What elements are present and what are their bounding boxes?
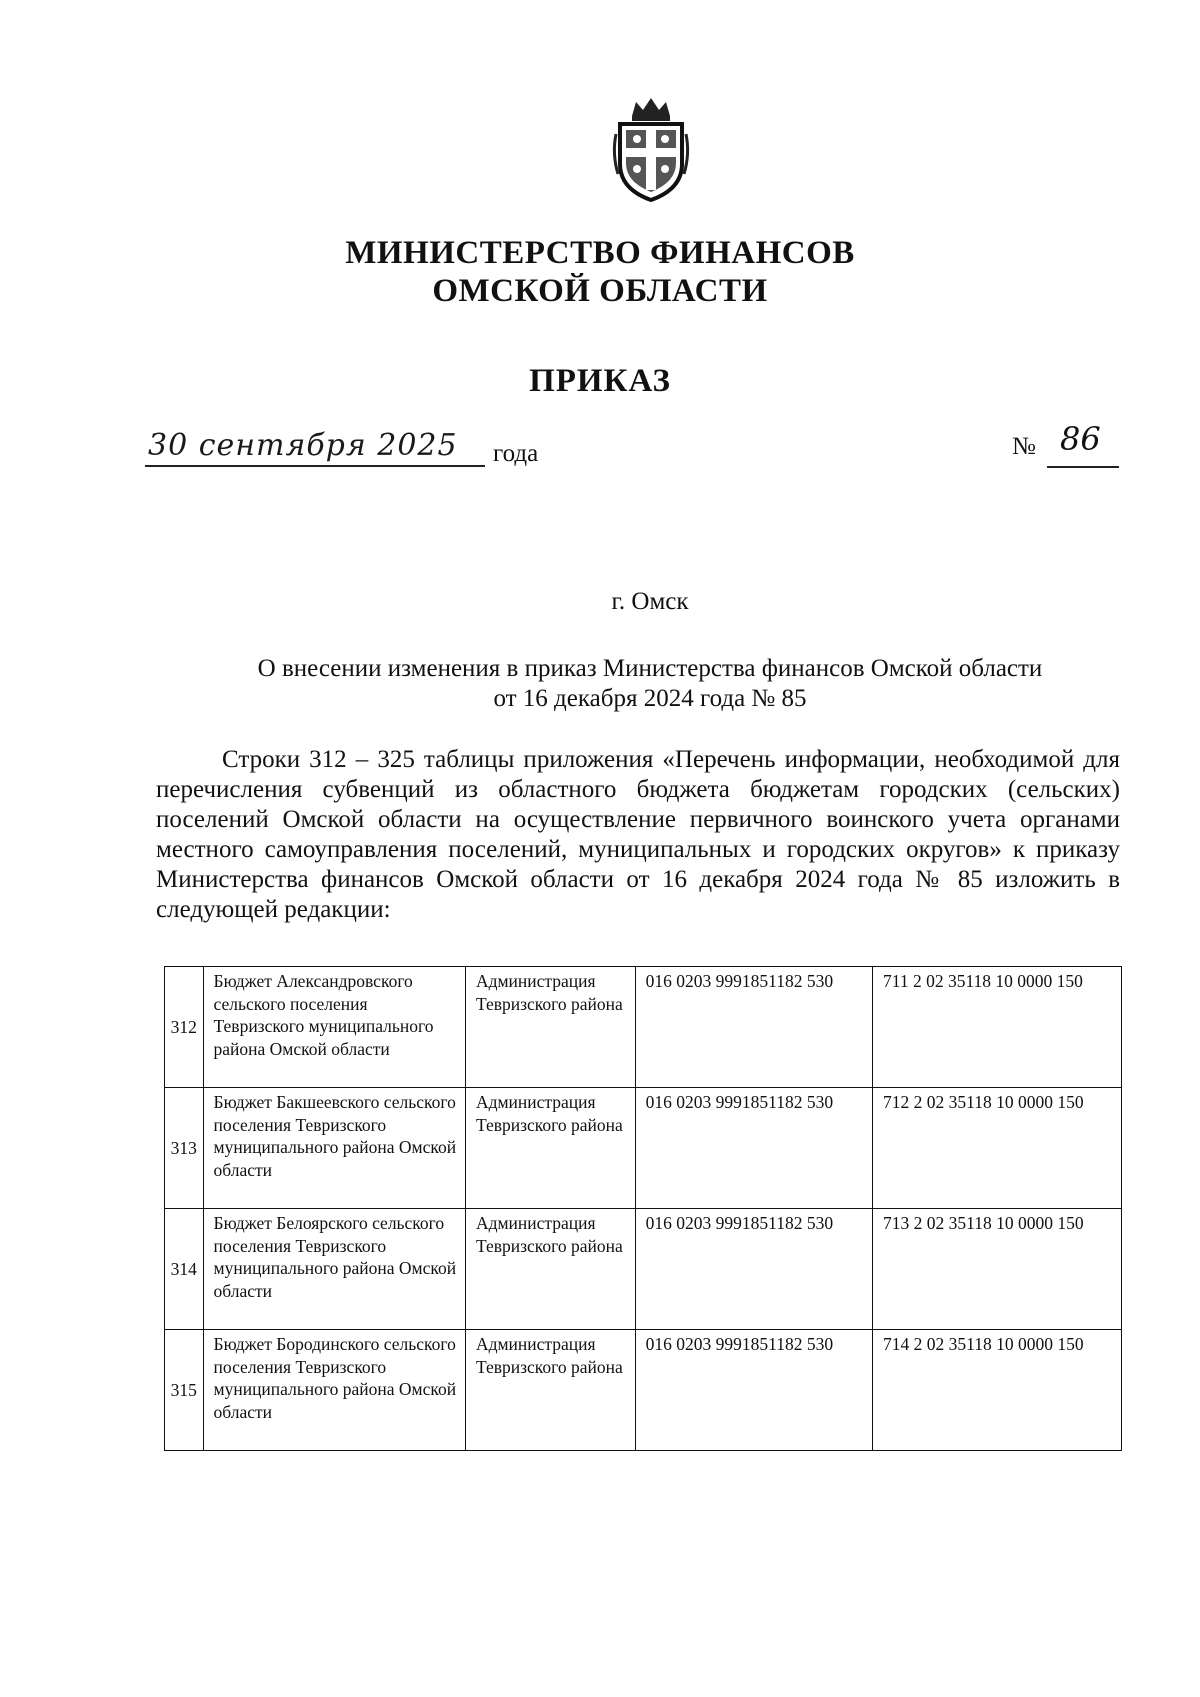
row-number: 313 xyxy=(165,1088,204,1209)
administrator: Администрация Тевризского района xyxy=(465,1209,635,1330)
number-sign: № xyxy=(1012,433,1036,460)
city-name: г. Омск xyxy=(611,588,689,615)
date-suffix: года xyxy=(493,440,539,467)
table-row xyxy=(165,1330,1122,1451)
handwritten-date: 30 сентября 2025 xyxy=(148,428,458,463)
budget-name: Бюджет Белоярского сельского поселения Тевризского муниципального района Омской области xyxy=(203,1209,465,1330)
subject-line2: от 16 декабря 2024 года № 85 xyxy=(493,685,807,712)
date-underline xyxy=(145,465,485,467)
subventions-table xyxy=(164,966,1122,1451)
expense-code: 016 0203 9991851182 530 xyxy=(635,1330,872,1451)
order-subject xyxy=(150,654,1150,714)
ministry-name-line2: ОМСКОЙ ОБЛАСТИ xyxy=(432,273,768,309)
expense-code: 016 0203 9991851182 530 xyxy=(635,967,872,1088)
row-number: 314 xyxy=(165,1209,204,1330)
revenue-code: 711 2 02 35118 10 0000 150 xyxy=(872,967,1121,1088)
subject-line1: О внесении изменения в приказ Министерства финансов Омской области xyxy=(257,655,1043,682)
budget-name: Бюджет Бородинского сельского поселения Тевризского муниципального района Омской области xyxy=(203,1330,465,1451)
row-number: 312 xyxy=(165,967,204,1088)
ministry-name-line1: МИНИСТЕРСТВО ФИНАНСОВ xyxy=(345,235,855,271)
handwritten-number: 86 xyxy=(1060,420,1101,458)
document-type-title: ПРИКАЗ xyxy=(529,363,671,399)
revenue-code: 713 2 02 35118 10 0000 150 xyxy=(872,1209,1121,1330)
expense-code: 016 0203 9991851182 530 xyxy=(635,1088,872,1209)
administrator: Администрация Тевризского района xyxy=(465,1088,635,1209)
table-row xyxy=(165,1209,1122,1330)
administrator: Администрация Тевризского района xyxy=(465,967,635,1088)
number-underline xyxy=(1047,466,1119,468)
budget-name: Бюджет Александровского сельского поселения Тевризского муниципального района Омской области xyxy=(203,967,465,1088)
expense-code: 016 0203 9991851182 530 xyxy=(635,1209,872,1330)
budget-name: Бюджет Бакшеевского сельского поселения Тевризского муниципального района Омской области xyxy=(203,1088,465,1209)
administrator: Администрация Тевризского района xyxy=(465,1330,635,1451)
coat-of-arms-icon xyxy=(610,94,692,204)
row-number: 315 xyxy=(165,1330,204,1451)
table-row xyxy=(165,967,1122,1088)
table-row xyxy=(165,1088,1122,1209)
revenue-code: 712 2 02 35118 10 0000 150 xyxy=(872,1088,1121,1209)
revenue-code: 714 2 02 35118 10 0000 150 xyxy=(872,1330,1121,1451)
order-body-text: Строки 312 – 325 таблицы приложения «Перечень информации, необходимой для перечисления субвенций из областного бюджета бюджетам городских (сельских) поселений Омской области на осуществление первичного воинского учета органами местного самоуправления поселений, муниципальных и городских округов» к приказу Министерства финансов Омской области от 16 декабря 2024 года № 85 изложить в следующей редакции: xyxy=(156,746,1120,923)
